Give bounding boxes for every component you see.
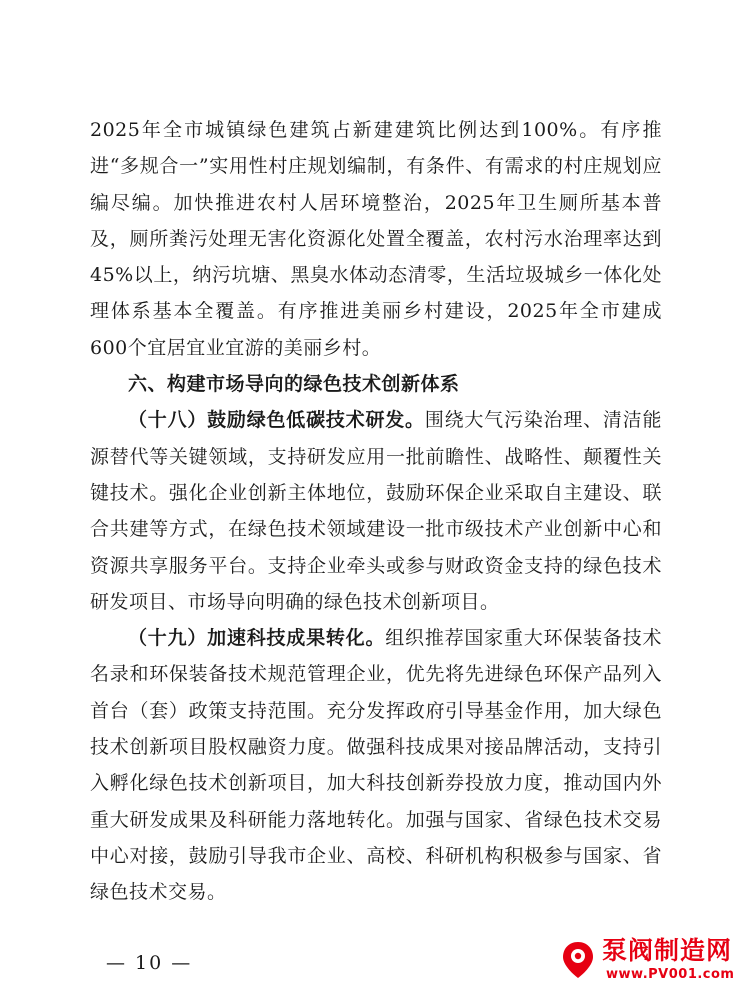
paragraph-rural-construction: 2025年全市城镇绿色建筑占新建建筑比例达到100%。有序推进“多规合一”实用性村庄规划编制，有条件、有需求的村庄规划应编尽编。加快推进农村人居环境整治，2025年卫生厕所基本普及，厕所粪污处理无害化资源化处置全覆盖，农村污水治理率达到45%以上，纳污坑塘、黑臭水体动态清零，生活垃圾城乡一体化处理体系基本全覆盖。有序推进美丽乡村建设，2025年全市建成600个宜居宜业宜游的美丽乡村。 [90,119,662,359]
section-heading-6: 六、构建市场导向的绿色技术创新体系 [128,373,460,396]
document-body [90,112,662,911]
watermark-title: 泵阀制造网 [602,936,733,965]
page-number: — 10 — [106,952,193,974]
location-pin-icon [558,940,598,980]
watermark-url: www.PV001.com [606,967,735,982]
section-19-text: 组织推荐国家重大环保装备技术名录和环保装备技术规范管理企业，优先将先进绿色环保产品列入首台（套）政策支持范围。充分发挥政府引导基金作用，加大绿色技术创新项目股权融资力度。做强科技成果对接品牌活动，支持引入孵化绿色技术创新项目，加大科技创新券投放力度，推动国内外重大研发成果及科研能力落地转化。加强与国家、省绿色技术交易中心对接，鼓励引导我市企业、高校、科研机构积极参与国家、省绿色技术交易。 [90,627,662,904]
section-18-lead: （十八）鼓励绿色低碳技术研发。 [128,409,425,432]
section-19-lead: （十九）加速科技成果转化。 [128,627,386,650]
paragraph-section-18 [90,402,662,620]
paragraph-section-19 [90,620,662,910]
site-watermark[interactable] [558,936,738,986]
section-18-text: 围绕大气污染治理、清洁能源替代等关键领域，支持研发应用一批前瞻性、战略性、颠覆性关键技术。强化企业创新主体地位，鼓励环保企业采取自主建设、联合共建等方式，在绿色技术领域建设一批市级技术产业创新中心和资源共享服务平台。支持企业牵头或参与财政资金支持的绿色技术研发项目、市场导向明确的绿色技术创新项目。 [90,409,662,613]
